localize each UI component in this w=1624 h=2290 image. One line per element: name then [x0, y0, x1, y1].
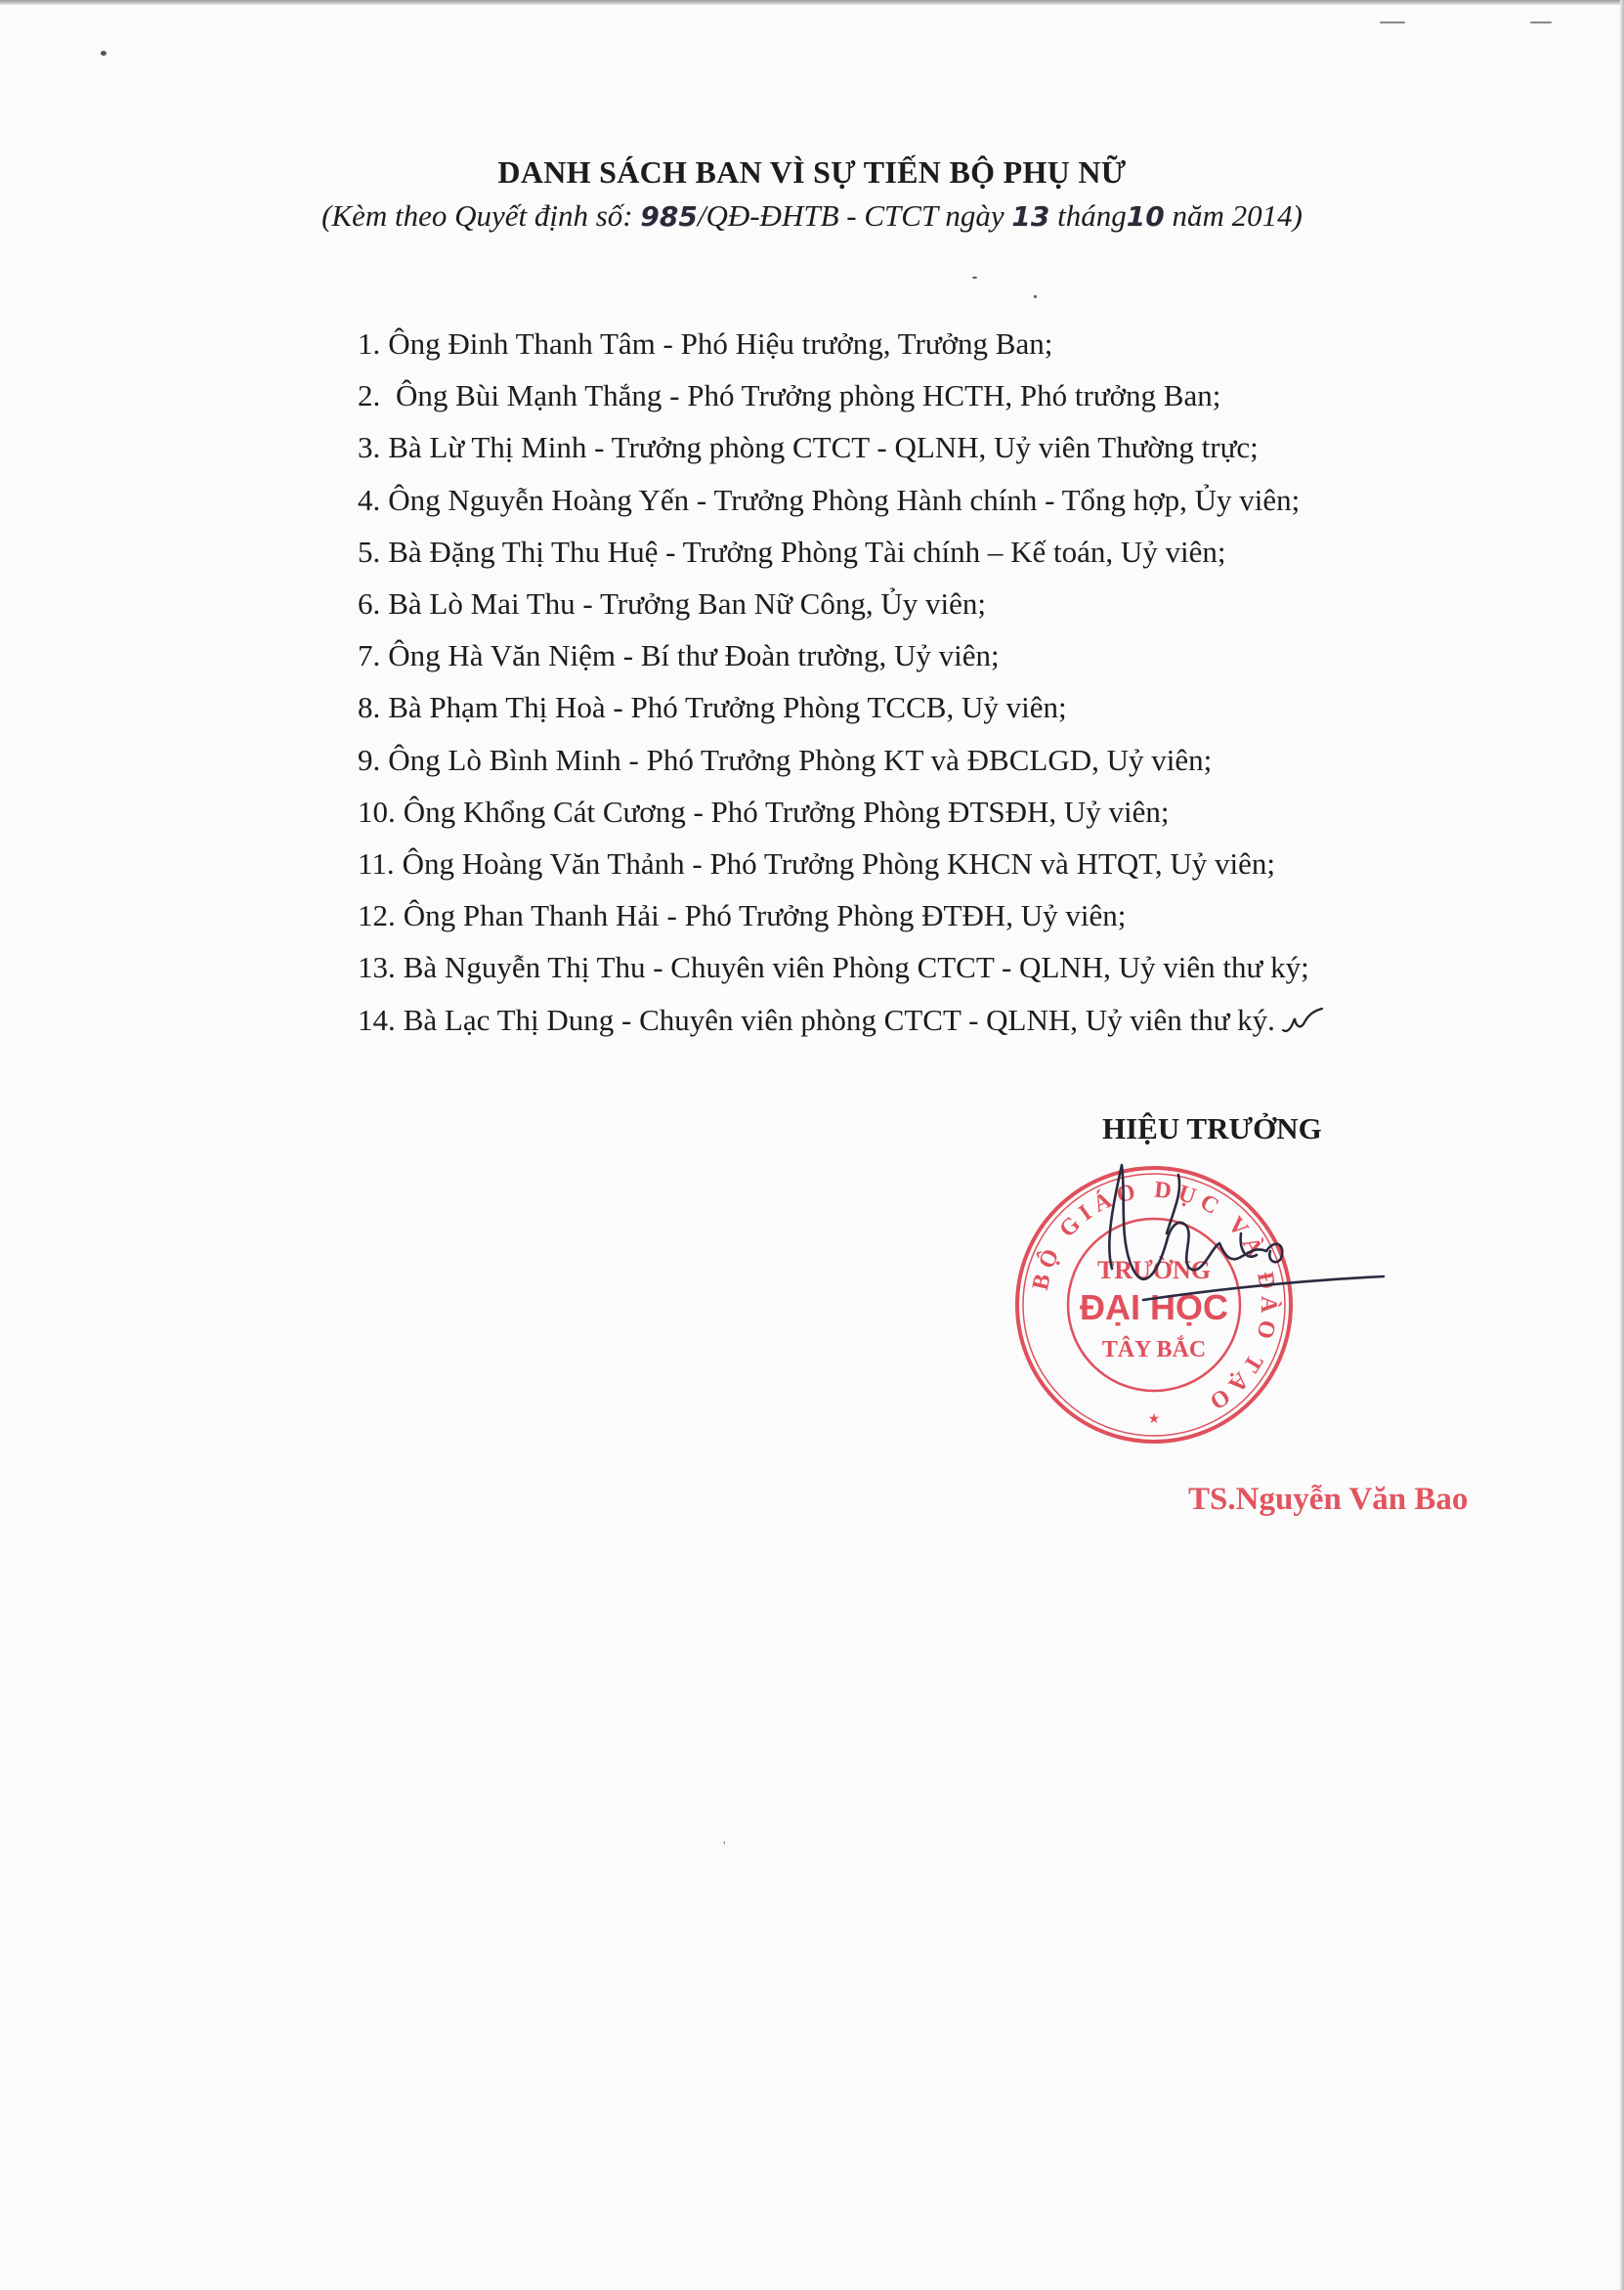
item-number: 8. [358, 690, 381, 725]
seal-line-3: TÂY BẮC [1101, 1337, 1207, 1362]
item-number: 7. [358, 638, 381, 673]
item-text: Bà Phạm Thị Hoà - Phó Trưởng Phòng TCCB, Uỷ viên; [388, 690, 1067, 725]
list-item [358, 474, 1530, 526]
scan-edge-top [0, 0, 1624, 5]
list-item [358, 734, 1530, 786]
item-text: Bà Đặng Thị Thu Huệ - Trưởng Phòng Tài chính – Kế toán, Uỷ viên; [388, 534, 1226, 569]
list-item [358, 838, 1530, 889]
seal-line-1: TRƯỜNG [1096, 1256, 1212, 1284]
item-number: 10. [358, 794, 396, 829]
document-title: DANH SÁCH BAN VÌ SỰ TIẾN BỘ PHỤ NỮ [497, 154, 1127, 190]
item-number: 2. [358, 378, 388, 413]
handwritten-signature-icon [1065, 1153, 1388, 1378]
item-number: 9. [358, 742, 381, 777]
document-subtitle [0, 198, 1624, 234]
item-text: Bà Lò Mai Thu - Trưởng Ban Nữ Công, Ủy viên; [388, 586, 986, 622]
item-text: Ông Nguyễn Hoàng Yến - Trưởng Phòng Hành chính - Tổng hợp, Ủy viên; [388, 482, 1301, 517]
list-item [358, 629, 1530, 681]
list-item [358, 941, 1530, 993]
item-number: 3. [358, 430, 381, 465]
subtitle-suffix: năm 2014) [1164, 198, 1303, 233]
subtitle-month-label: tháng [1049, 198, 1127, 233]
item-text: Bà Lạc Thị Dung - Chuyên viên phòng CTCT - QLNH, Uỷ viên thư ký. [403, 1002, 1275, 1037]
item-number: 5. [358, 534, 381, 569]
item-number: 14. [358, 1002, 396, 1037]
signer-name: TS.Nguyễn Văn Bao [1188, 1482, 1469, 1517]
scan-speck [1034, 295, 1037, 298]
list-item [358, 681, 1530, 733]
decision-number: 985 [640, 200, 698, 233]
item-number: 12. [358, 898, 396, 933]
item-text: Bà Nguyễn Thị Thu - Chuyên viên Phòng CTCT - QLNH, Uỷ viên thư ký; [403, 950, 1309, 985]
subtitle-prefix: (Kèm theo Quyết định số: [321, 198, 641, 233]
signature-position-title: HIỆU TRƯỞNG [1102, 1111, 1322, 1145]
item-text: Ông Phan Thanh Hải - Phó Trưởng Phòng ĐTĐH, Uỷ viên; [403, 898, 1127, 933]
item-text: Ông Khổng Cát Cương - Phó Trưởng Phòng ĐTSĐH, Uỷ viên; [403, 794, 1170, 829]
scan-speck [972, 277, 977, 279]
item-text: Ông Đinh Thanh Tâm - Phó Hiệu trưởng, Trưởng Ban; [388, 326, 1053, 361]
item-number: 6. [358, 586, 381, 622]
list-item [358, 578, 1530, 629]
item-number: 4. [358, 482, 381, 517]
list-item [358, 421, 1530, 473]
decision-day: 13 [1011, 200, 1050, 233]
list-item [358, 994, 1530, 1046]
list-item [358, 369, 1530, 421]
list-item [358, 889, 1530, 941]
item-number: 11. [358, 846, 395, 882]
initials-tick-icon [1279, 1005, 1328, 1038]
item-number: 13. [358, 950, 396, 985]
seal-line-2: ĐẠI HỌC [1080, 1287, 1228, 1327]
item-text: Ông Lò Bình Minh - Phó Trưởng Phòng KT và ĐBCLGD, Uỷ viên; [388, 742, 1213, 777]
item-text: Ông Hoàng Văn Thảnh - Phó Trưởng Phòng KHCN và HTQT, Uỷ viên; [402, 846, 1276, 882]
member-list [358, 318, 1530, 1046]
item-text: Ông Bùi Mạnh Thắng - Phó Trưởng phòng HCTH, Phó trưởng Ban; [396, 378, 1221, 413]
list-item [358, 786, 1530, 838]
scan-speck [101, 51, 107, 56]
item-text: Bà Lừ Thị Minh - Trưởng phòng CTCT - QLNH, Uỷ viên Thường trực; [388, 430, 1259, 465]
item-text: Ông Hà Văn Niệm - Bí thư Đoàn trường, Uỷ viên; [388, 638, 1000, 673]
scan-speck [1380, 22, 1405, 23]
subtitle-mid: /QĐ-ĐHTB - CTCT ngày [697, 198, 1012, 233]
scan-speck [1530, 22, 1552, 23]
seal-ring-text: BỘ GIÁO DỤC VÀ ĐÀO TẠO [1027, 1177, 1282, 1418]
list-item [358, 318, 1530, 369]
list-item [358, 526, 1530, 578]
item-number: 1. [358, 326, 381, 361]
seal-star-icon: ★ [1147, 1411, 1161, 1427]
scan-speck-mark: ' [723, 1839, 726, 1854]
decision-month: 10 [1126, 200, 1165, 233]
scan-edge-right [1620, 0, 1624, 2290]
